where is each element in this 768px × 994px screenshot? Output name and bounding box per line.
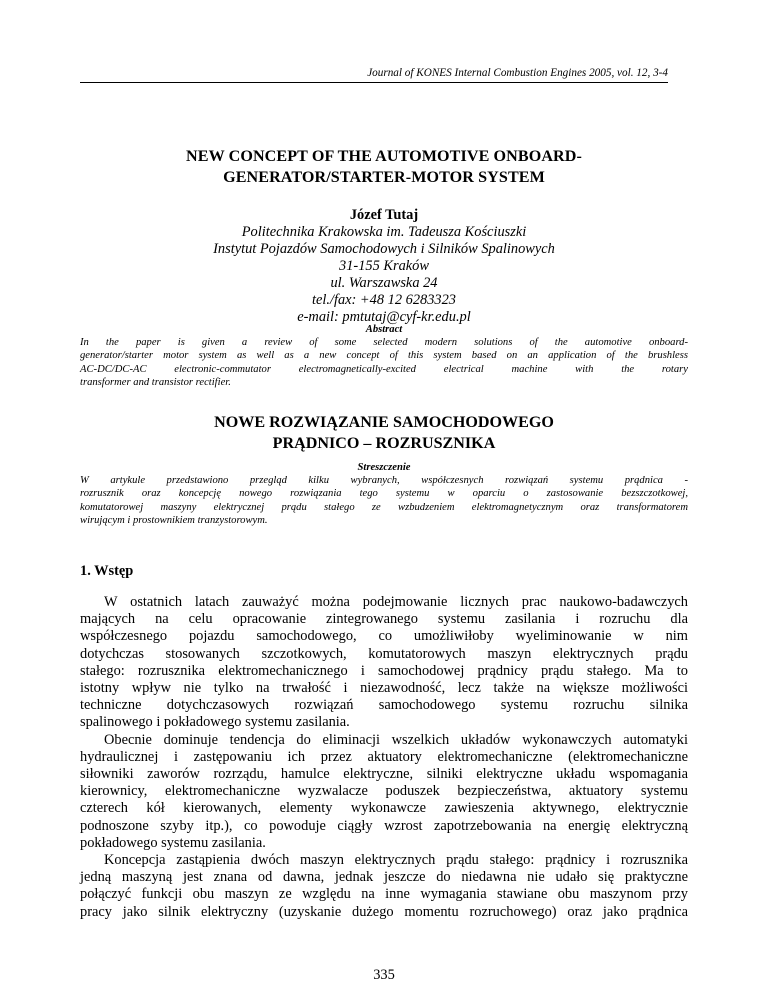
abstract-heading: Abstract [365, 324, 403, 335]
body-line: Obecnie dominuje tendencja do eliminacji wszelkich układów wykonawczych automatyki [104, 731, 688, 748]
streszczenie-line: komutatorowej maszyny elektrycznej prądu stałego ze wzbudzeniem elektromagnetycznym oraz transformatorem [80, 501, 688, 513]
body-line: hydraulicznej i zastępowaniu ich przez aktuatory elektromechaniczne (elektromechaniczne [80, 748, 688, 765]
body-line: kierownicy, elektromechaniczne wyzwalacze poduszek bezpieczeństwa, aktuatory systemu [80, 783, 688, 800]
body-line: podnoszone szyby itp.), co powoduje ciągły wzrost zapotrzebowania na energię elektryczną [80, 817, 688, 834]
body-line: techniczne dotychczasowych rozwiązań samochodowego systemu rozruchu silnika [80, 697, 688, 714]
header-rule [80, 82, 668, 83]
streszczenie-line: wirującym i prostownikiem tranzystorowym. [80, 515, 268, 527]
abstract-text [80, 336, 688, 390]
polish-title-line: NOWE ROZWIĄZANIE SAMOCHODOWEGO [214, 414, 554, 431]
body-line: Koncepcja zastąpienia dwóch maszyn elektrycznych prądu stałego: prądnicy i rozrusznika [104, 852, 688, 869]
polish-title [80, 413, 688, 454]
streszczenie-line: W artykule przedstawiono przegląd kilku wybranych, współczesnych rozwiązań systemu prądnica - [80, 475, 688, 486]
affiliation-line: Instytut Pojazdów Samochodowych i Silników Spalinowych [213, 241, 555, 257]
body-line: mających na celu opracowanie zintegrowanego systemu zasilania i rozruchu dla [80, 611, 688, 628]
abstract-line: generator/starter motor system as well as a new concept of this system based on an application of the brushless [80, 350, 688, 362]
body-line: pracy jako silnik elektryczny (uzyskanie dużego momentu rozruchowego) oraz jako prądnica [80, 903, 688, 920]
affiliation-line: ul. Warszawska 24 [330, 275, 438, 291]
body-line: połączyć funkcji obu maszyn ze względu na inne wymagania stawiane obu maszynom przy [80, 886, 688, 903]
section-heading: 1. Wstęp [80, 563, 134, 579]
streszczenie-line: rozrusznik oraz koncepcję nowego rozwiązania tego systemu w oparciu o zastosowanie bezszczotkowej, [80, 488, 688, 500]
running-head: Journal of KONES Internal Combustion Engines 2005, vol. 12, 3-4 [367, 67, 668, 79]
body-line: W ostatnich latach zauważyć można podejmowanie licznych prac naukowo-badawczych [104, 594, 688, 610]
body-line: czterech kół kierowanych, elementy wykonawcze zawieszenia aktywnego, elektrycznie [80, 800, 688, 817]
affiliation-block [80, 224, 688, 326]
body-line: spalinowego i pokładowego systemu zasilania. [80, 714, 350, 731]
abstract-line: transformer and transistor rectifier. [80, 377, 231, 389]
english-title [80, 147, 688, 188]
abstract-line: In the paper is given a review of some selected modern solutions of the automotive onboard- [80, 337, 688, 348]
english-title-line: NEW CONCEPT OF THE AUTOMOTIVE ONBOARD- [186, 148, 582, 165]
body-line: siłowniki zaworów rozrządu, hamulce elektryczne, silniki elektryczne układu wspomagania [80, 766, 688, 783]
body-line: pokładowego systemu zasilania. [80, 834, 266, 851]
english-title-line: GENERATOR/STARTER-MOTOR SYSTEM [223, 168, 545, 186]
page-number: 335 [373, 967, 395, 983]
affiliation-line: 31-155 Kraków [339, 258, 429, 274]
affiliation-line: Politechnika Krakowska im. Tadeusza Kościuszki [241, 224, 527, 240]
affiliation-line: tel./fax: +48 12 6283323 [311, 292, 456, 308]
body-text [80, 594, 688, 921]
author-name: Józef Tutaj [349, 207, 419, 223]
streszczenie-text [80, 474, 688, 528]
affiliation-line: e-mail: pmtutaj@cyf-kr.edu.pl [297, 309, 471, 325]
body-line: stałego: rozrusznika elektromechanicznego i samochodowej prądnicy prądu stałego. Ma to [80, 662, 688, 679]
streszczenie-heading: Streszczenie [357, 462, 411, 473]
body-line: współczesnego pojazdu samochodowego, co umożliwiłoby wyeliminowanie w nim [80, 628, 688, 645]
abstract-line: AC-DC/DC-AC electronic-commutator electromagnetically-excited electrical machine with the rotary [80, 363, 688, 375]
polish-title-line: PRĄDNICO – ROZRUSZNIKA [272, 434, 496, 452]
body-line: istotny wpływ nie tylko na trwałość i niezawodność, lecz także na większe możliwości [80, 680, 688, 697]
body-line: jedną maszyną jest znana od dawna, jednak jeszcze do niedawna nie udało się praktyczne [80, 869, 688, 886]
body-line: dotychczas stosowanych szczotkowych, komutatorowych maszyn elektrycznych prądu [80, 645, 688, 662]
